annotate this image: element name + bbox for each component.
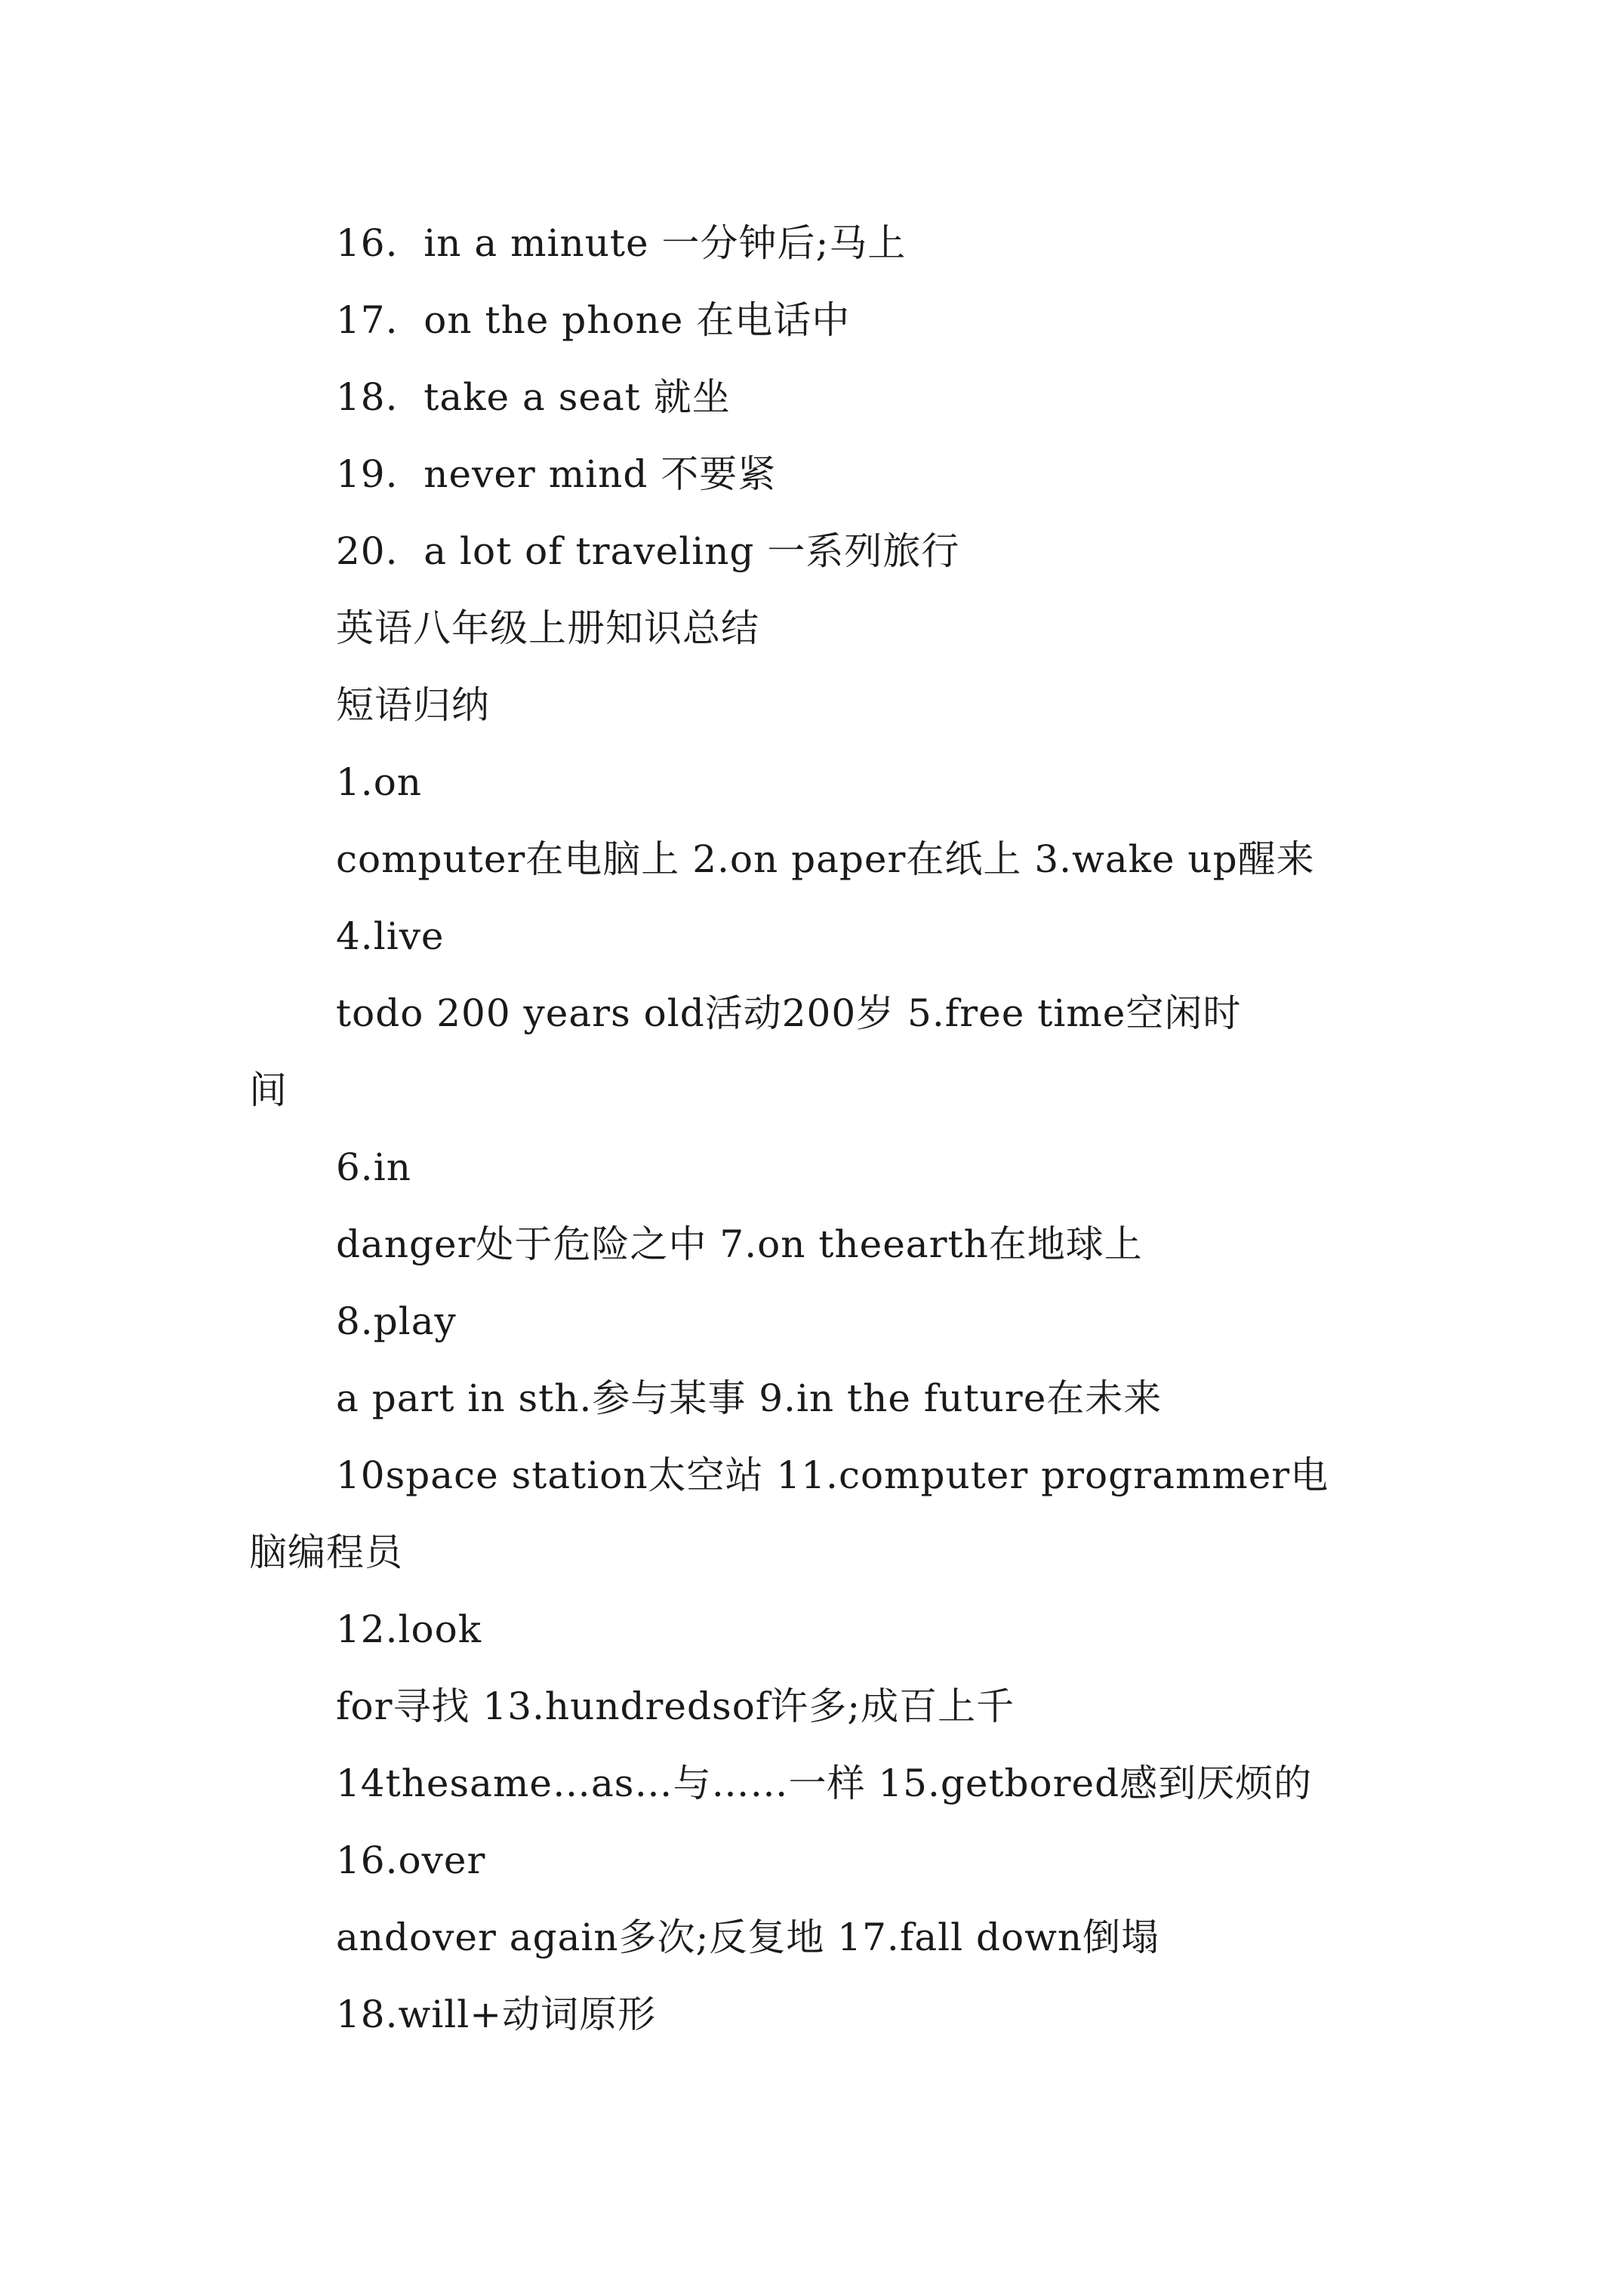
text-line: for寻找 13.hundredsof许多;成百上千 bbox=[336, 1684, 1015, 1728]
text-line: 6.in bbox=[336, 1145, 411, 1189]
text-line: andover again多次;反复地 17.fall down倒塌 bbox=[336, 1915, 1160, 1959]
text-line: todo 200 years old活动200岁 5.free time空闲时 bbox=[336, 991, 1242, 1035]
phrase-line-17: 17. on the phone 在电话中 bbox=[336, 298, 851, 342]
text-line: 10space station太空站 11.computer programmer电 bbox=[336, 1453, 1329, 1497]
phrase-line-16: 16. in a minute 一分钟后;马上 bbox=[336, 221, 907, 265]
text-line: 8.play bbox=[336, 1299, 457, 1343]
phrase-line-19: 19. never mind 不要紧 bbox=[336, 452, 777, 496]
text-line: computer在电脑上 2.on paper在纸上 3.wake up醒来 bbox=[336, 837, 1315, 881]
text-line: 14thesame…as…与……一样 15.getbored感到厌烦的 bbox=[336, 1761, 1313, 1805]
text-line: a part in sth.参与某事 9.in the future在未来 bbox=[336, 1376, 1163, 1420]
text-line-wrap: 间 bbox=[249, 1068, 288, 1112]
section-title: 英语八年级上册知识总结 bbox=[336, 606, 759, 650]
text-line-wrap: 脑编程员 bbox=[249, 1530, 403, 1574]
phrase-line-18: 18. take a seat 就坐 bbox=[336, 375, 731, 419]
text-line: 18.will+动词原形 bbox=[336, 1992, 657, 2036]
section-subtitle: 短语归纳 bbox=[336, 683, 490, 727]
text-line: 1.on bbox=[336, 760, 423, 804]
text-line: danger处于危险之中 7.on theearth在地球上 bbox=[336, 1222, 1143, 1266]
text-line: 12.look bbox=[336, 1607, 482, 1651]
phrase-line-20: 20. a lot of traveling 一系列旅行 bbox=[336, 529, 960, 573]
text-line: 16.over bbox=[336, 1838, 486, 1882]
text-line: 4.live bbox=[336, 914, 445, 958]
